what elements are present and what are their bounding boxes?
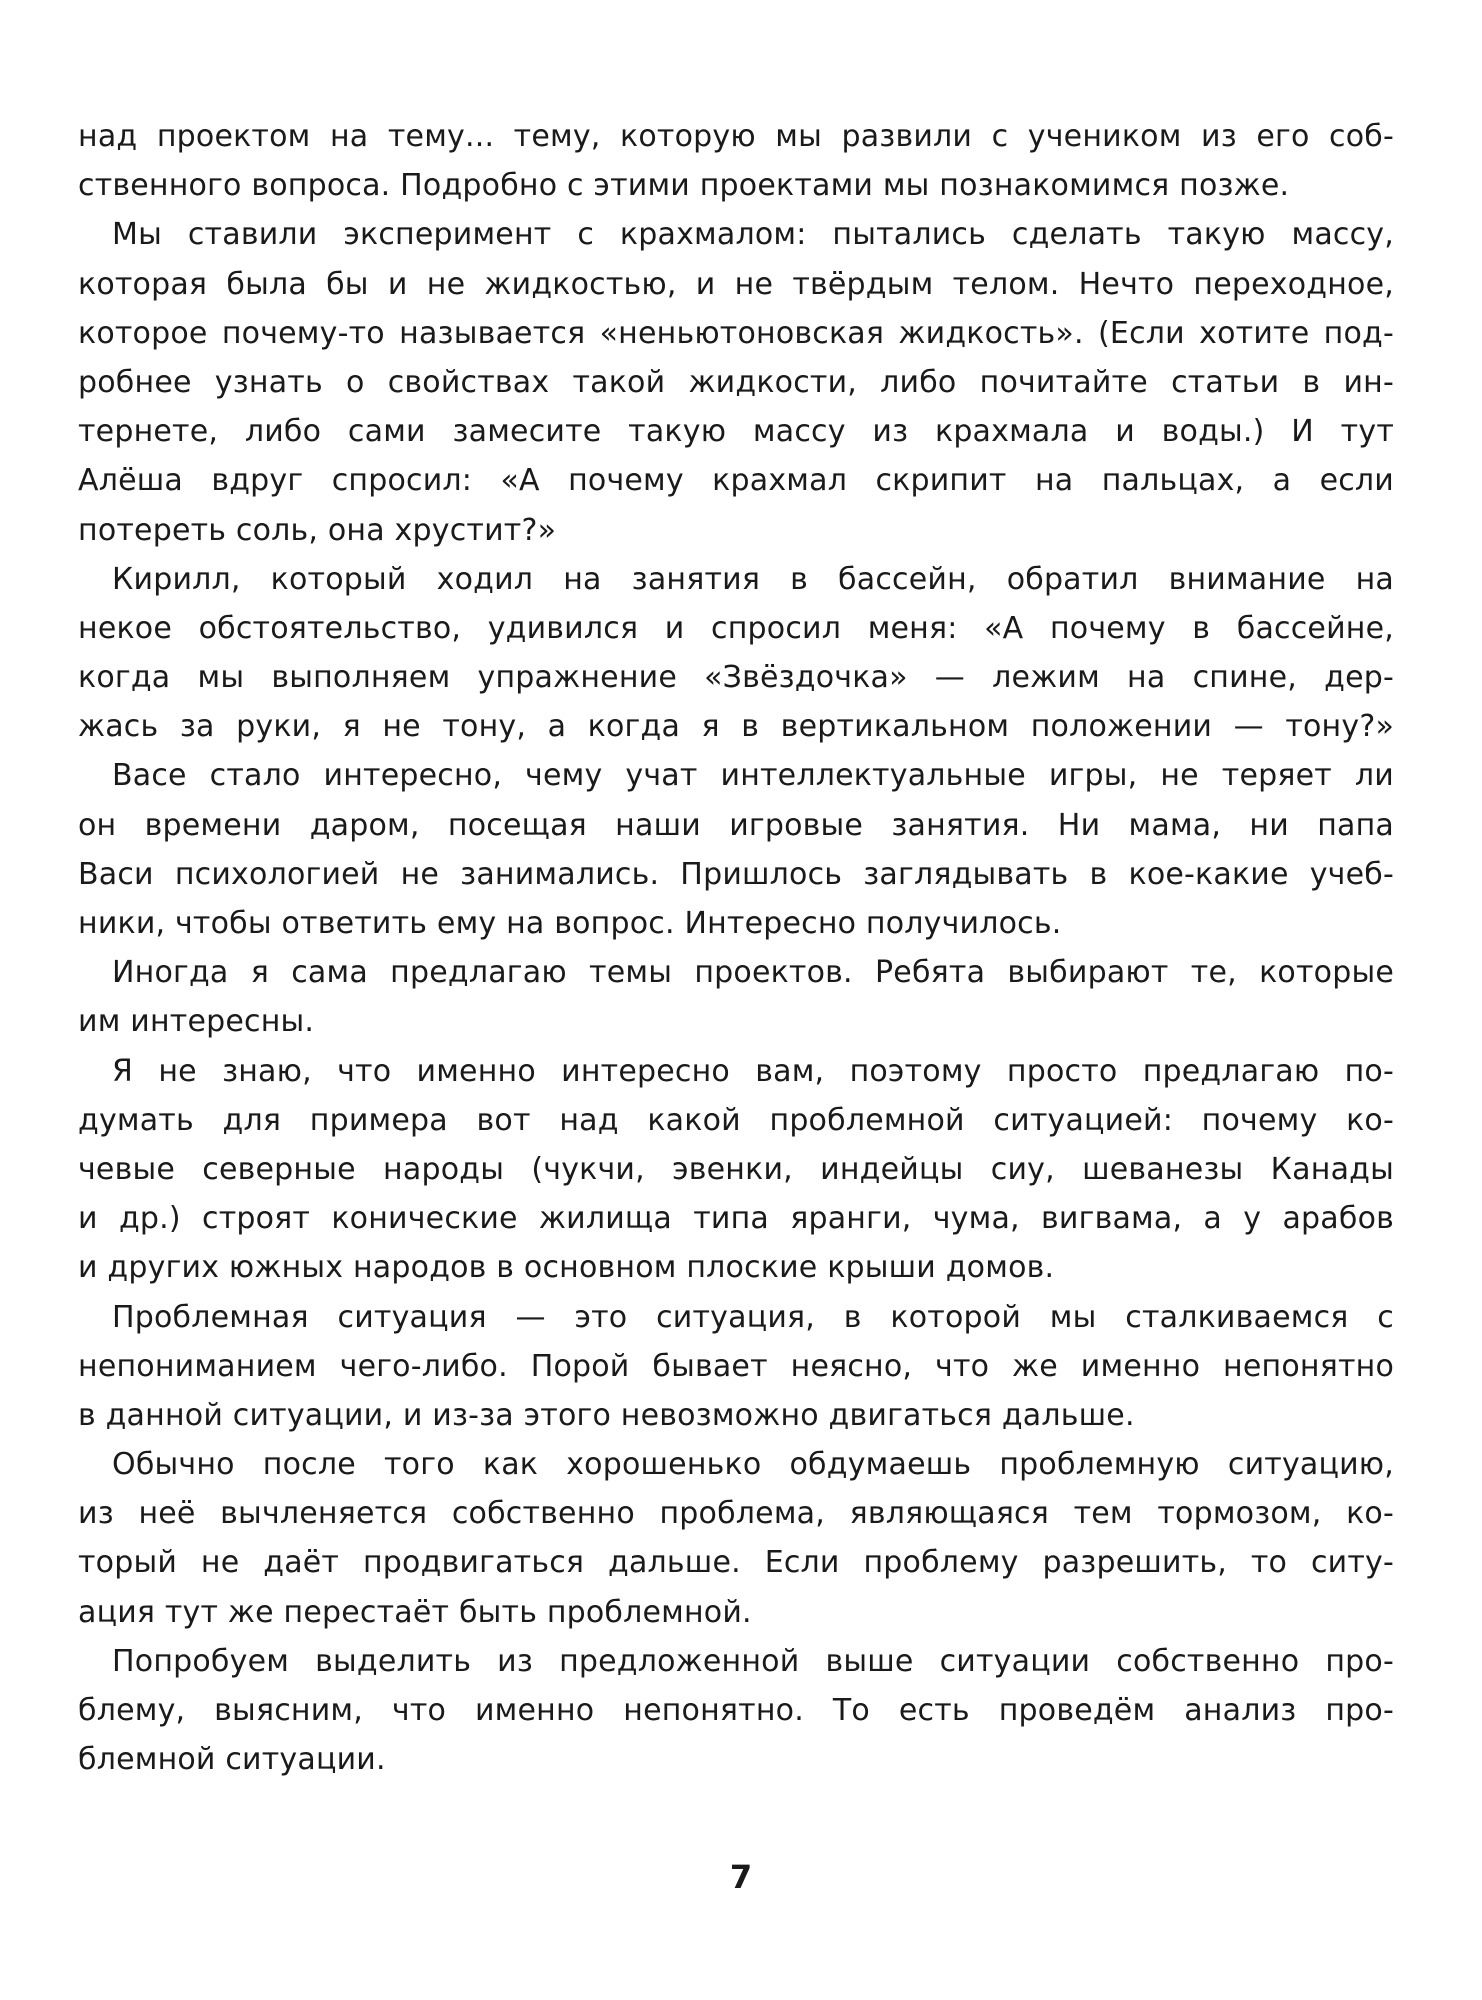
- text-line: потереть соль, она хрустит?»: [78, 512, 557, 548]
- text-line: в данной ситуации, и из-за этого невозможно двигаться дальше.: [78, 1397, 1135, 1433]
- text-line: Я не знаю, что именно интересно вам, поэтому просто предлагаю по-: [112, 1053, 1394, 1089]
- text-line: блему, выясним, что именно непонятно. То есть проведём анализ про-: [78, 1693, 1394, 1728]
- text-line: и др.) строят конические жилища типа яранги, чума, вигвама, а у арабов: [78, 1201, 1394, 1237]
- text-line: из неё вычленяется собственно проблема, являющаяся тем тормозом, ко-: [78, 1496, 1394, 1532]
- text-line: Васе стало интересно, чему учат интеллектуальные игры, не теряет ли: [112, 758, 1394, 794]
- text-line: Кирилл, который ходил на занятия в бассейн, обратил внимание на: [112, 561, 1394, 597]
- text-line: блемной ситуации.: [78, 1742, 386, 1778]
- text-line: чевые северные народы (чукчи, эвенки, индейцы сиу, шеванезы Канады: [78, 1151, 1394, 1187]
- text-line: Алёша вдруг спросил: «А почему крахмал скрипит на пальцах, а если: [78, 463, 1394, 499]
- text-line: которое почему-то называется «неньютоновская жидкость». (Если хотите под-: [78, 315, 1394, 351]
- text-line: Проблемная ситуация — это ситуация, в которой мы сталкиваемся с: [112, 1299, 1394, 1335]
- text-line: ственного вопроса. Подробно с этими проектами мы познакомимся позже.: [78, 168, 1290, 204]
- text-line: ация тут же перестаёт быть проблемной.: [78, 1594, 752, 1630]
- text-line: когда мы выполняем упражнение «Звёздочка» — лежим на спине, дер-: [78, 660, 1394, 696]
- text-line: которая была бы и не жидкостью, и не твёрдым телом. Нечто переходное,: [78, 266, 1394, 302]
- text-line: над проектом на тему... тему, которую мы развили с учеником из его соб-: [78, 119, 1394, 154]
- text-line: Васи психологией не занимались. Пришлось заглядывать в кое-какие учеб-: [78, 856, 1394, 892]
- text-line: Обычно после того как хорошенько обдумаешь проблемную ситуацию,: [112, 1447, 1394, 1483]
- page-body: [78, 112, 1394, 1784]
- text-line: и других южных народов в основном плоские крыши домов.: [78, 1250, 1055, 1286]
- text-line: тернете, либо сами замесите такую массу из крахмала и воды.) И тут: [78, 414, 1394, 450]
- text-line: Мы ставили эксперимент с крахмалом: пытались сделать такую массу,: [112, 217, 1394, 253]
- text-line: непониманием чего-либо. Порой бывает неясно, что же именно непонятно: [78, 1348, 1394, 1384]
- text-line: он времени даром, посещая наши игровые занятия. Ни мама, ни папа: [78, 807, 1394, 843]
- page-number: 7: [729, 1858, 753, 1896]
- text-line: думать для примера вот над какой проблемной ситуацией: почему ко-: [78, 1102, 1394, 1138]
- text-line: ники, чтобы ответить ему на вопрос. Интересно получилось.: [78, 906, 1062, 941]
- text-line: Попробуем выделить из предложенной выше ситуации собственно про-: [112, 1643, 1394, 1679]
- text-line: им интересны.: [78, 1004, 315, 1040]
- text-line: торый не даёт продвигаться дальше. Если проблему разрешить, то ситу-: [78, 1545, 1394, 1581]
- text-line: жась за руки, я не тону, а когда я в вертикальном положении — тону?»: [78, 709, 1394, 745]
- text-line: Иногда я сама предлагаю темы проектов. Ребята выбирают те, которые: [112, 955, 1394, 991]
- text-line: некое обстоятельство, удивился и спросил меня: «А почему в бассейне,: [78, 610, 1394, 646]
- text-line: робнее узнать о свойствах такой жидкости, либо почитайте статьи в ин-: [78, 364, 1394, 400]
